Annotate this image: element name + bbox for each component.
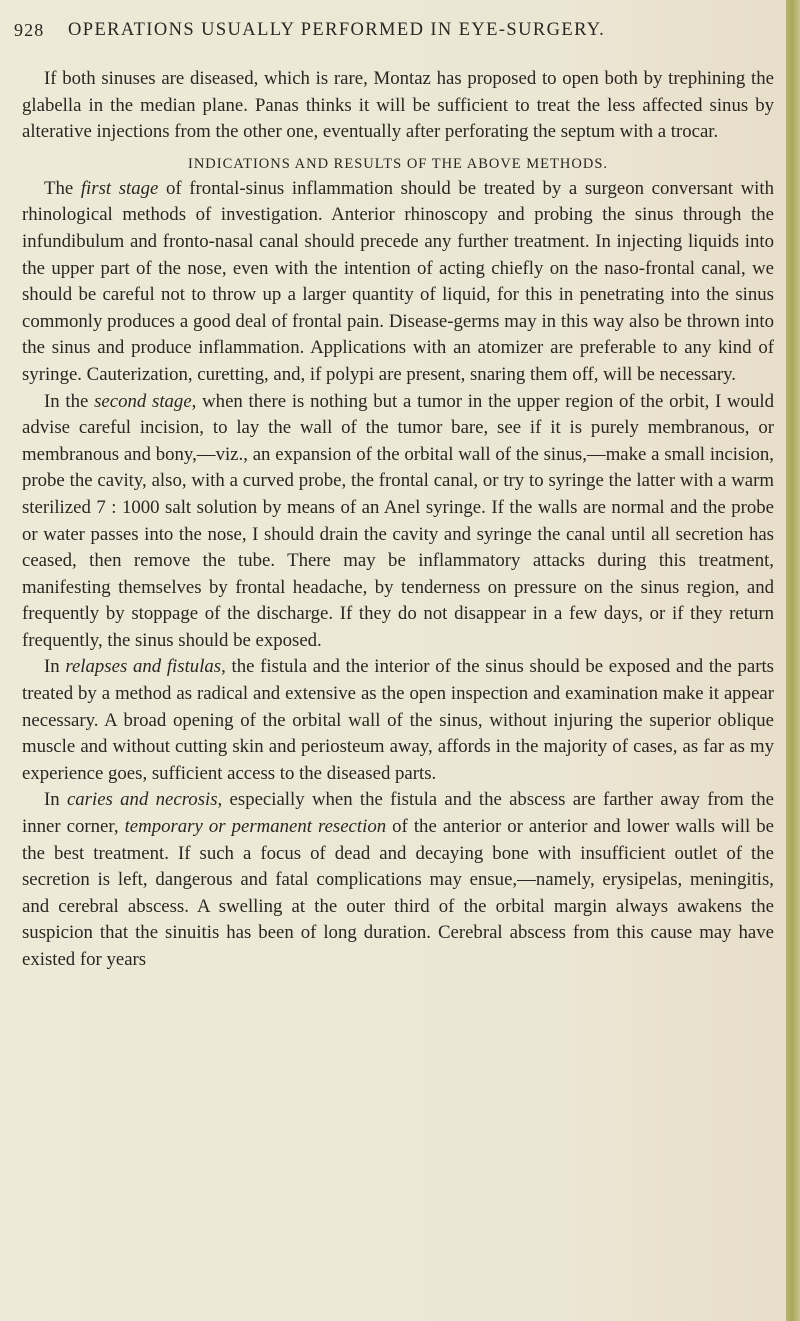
page-number: 928: [14, 20, 45, 40]
paragraph-second-stage: [22, 389, 774, 655]
paragraph-first-stage: [22, 176, 774, 389]
paragraph-bilateral-sinuses: If both sinuses are diseased, which is rare, Montaz has proposed to open both by trephining the glabella in the median plane. Panas thinks it will be sufficient to treat the less affected sinus by alterative injections from the other one, eventually after perforating the septum with a trocar.: [22, 68, 774, 143]
paragraph-lead: In the: [44, 390, 95, 412]
paragraph-lead: In: [44, 789, 67, 811]
paragraph-relapses-fistulas: [22, 654, 774, 787]
section-heading: INDICATIONS AND RESULTS OF THE ABOVE METHODS.: [187, 155, 609, 172]
italic-term-caries-necrosis: caries and necrosis: [66, 789, 218, 811]
paragraph-text: , especially when the fistula and the abscess are farther away from the inner corner,: [22, 789, 774, 838]
paragraph-text: , when there is nothing but a tumor in the upper region of the orbit, I would advise careful incision, to lay the wall of the tumor bare, see if it is purely membranous, or membranous and bony,—viz., an expansion of the orbital wall of the sinus,—make a small incision, probe the cavity, also, with a curved probe, the frontal canal, or try to syringe the latter with a warm sterilized 7 : 1000 salt solution by means of an Anel syringe. If the walls are normal and the probe or water passes into the nose, I should drain the cavity and syringe the canal until all secretion has ceased, then remove the tube. There may be inflammatory attacks during this treatment, manifesting themselves by frontal headache, by tenderness on pressure on the sinus region, and frequently by stoppage of the discharge. If they do not disappear in a few days, or if they return frequently, the sinus should be exposed.: [22, 390, 775, 651]
body-text: [22, 66, 774, 974]
italic-term-relapses-fistulas: relapses and fistulas: [65, 656, 222, 678]
page-edge: [786, 0, 800, 1321]
paragraph-text: of frontal-sinus inflammation should be treated by a surgeon conversant with rhinological methods of investigation. Anterior rhinoscopy and probing the sinus through the infundibulum and fronto-nasal canal should precede any further treatment. In injecting liquids into the upper part of the nose, even with the intention of acting chiefly on the naso-frontal canal, we should be careful not to throw up a larger quantity of liquid, for this in penetrating into the sinus commonly produces a good deal of frontal pain. Disease-germs may in this way also be thrown into the sinus and produce inflammation. Applications with an atomizer are preferable to any kind of syringe. Cauterization, curetting, and, if polypi are present, snaring them off, will be necessary.: [22, 177, 774, 385]
paragraph-text: , the fistula and the interior of the sinus should be exposed and the parts treated by a method as radical and extensive as the open inspection and examination make it appear necessary. A broad opening of the orbital wall of the sinus, without injuring the superior oblique muscle and without cutting skin and periosteum away, affords in the majority of cases, as far as my experience goes, sufficient access to the diseased parts.: [22, 656, 774, 784]
italic-term-second-stage: second stage: [94, 390, 192, 412]
italic-term-first-stage: first stage: [80, 177, 159, 199]
italic-term-resection: temporary or permanent resection: [124, 816, 387, 838]
paragraph-lead: The: [44, 177, 81, 199]
paragraph-caries-necrosis: [22, 787, 774, 973]
running-head: [14, 20, 774, 54]
paragraph-lead: In: [44, 656, 66, 678]
running-title: OPERATIONS USUALLY PERFORMED IN EYE-SURGERY.: [68, 20, 606, 40]
paragraph-text: of the anterior or anterior and lower walls will be the best treatment. If such a focus of dead and decaying bone with insufficient outlet of the secretion is left, dangerous and fatal complications may ensue,—namely, erysipelas, meningitis, and cerebral abscess. A swelling at the outer third of the orbital margin always awakens the suspicion that the sinuitis has been of long duration. Cerebral abscess from this cause may have existed for years: [22, 816, 774, 970]
